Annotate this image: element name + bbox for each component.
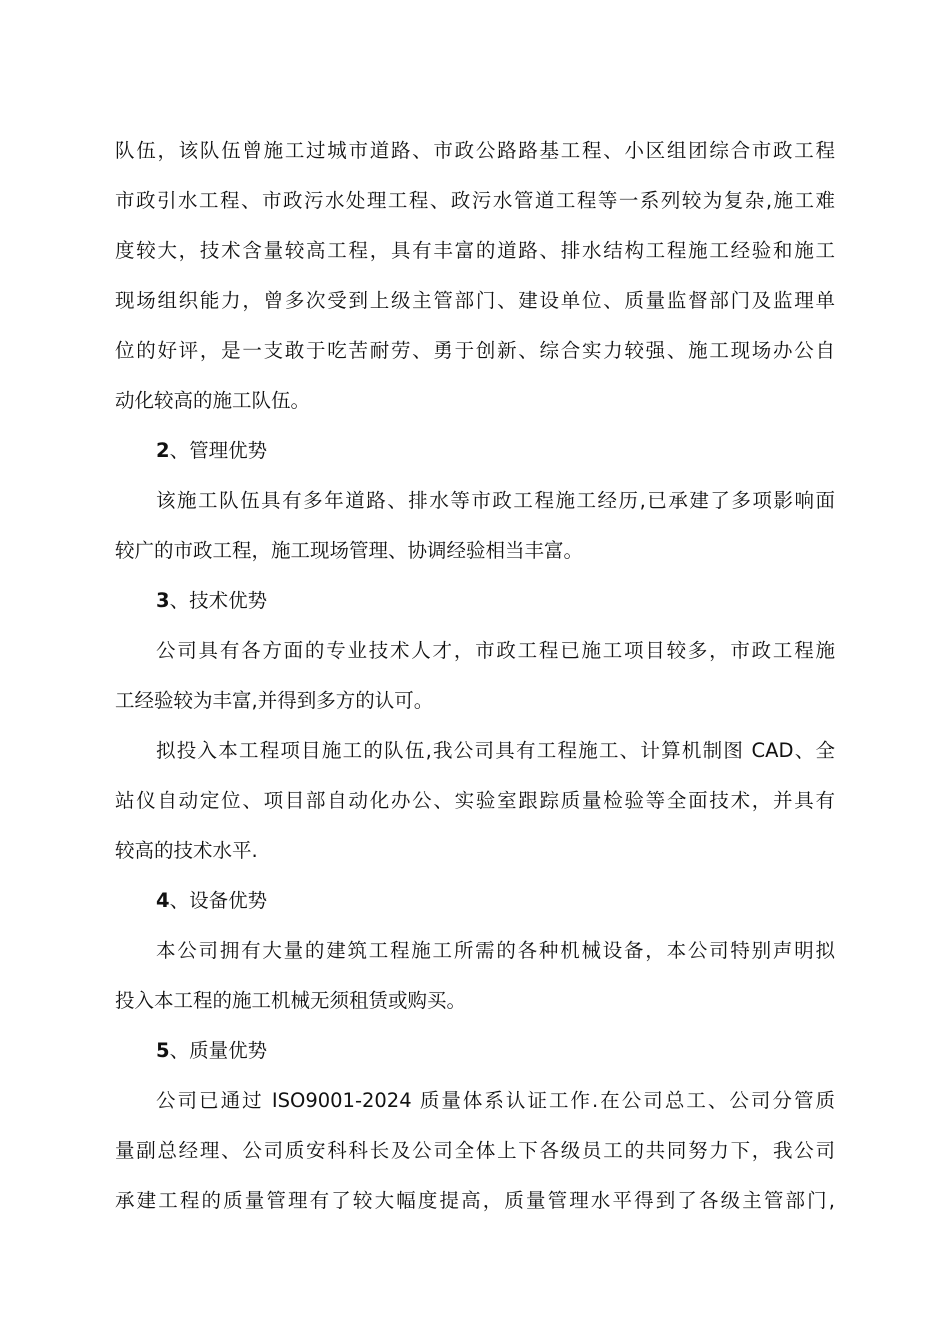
paragraph-line: 公司具有各方面的专业技术人才，市政工程已施工项目较多，市政工程施 bbox=[156, 639, 835, 662]
paragraph-line: 位的好评，是一支敢于吃苦耐劳、勇于创新、综合实力较强、施工现场办公自 bbox=[115, 339, 835, 362]
section-number: 5 bbox=[156, 1039, 170, 1062]
section-heading-quality bbox=[156, 1034, 456, 1068]
paragraph-line: 较高的技术水平. bbox=[115, 839, 258, 862]
section-number: 3 bbox=[156, 589, 170, 612]
paragraph-line: 拟投入本工程项目施工的队伍,我公司具有工程施工、计算机制图 CAD、全 bbox=[156, 739, 835, 762]
paragraph-line: 队伍，该队伍曾施工过城市道路、市政公路路基工程、小区组团综合市政工程 bbox=[115, 139, 835, 162]
paragraph-line: 度较大，技术含量较高工程，具有丰富的道路、排水结构工程施工经验和施工 bbox=[115, 239, 835, 262]
section-title: 、设备优势 bbox=[169, 889, 268, 912]
section-heading-management bbox=[156, 434, 456, 468]
paragraph-line: 较广的市政工程，施工现场管理、协调经验相当丰富。 bbox=[115, 539, 584, 562]
section-title: 、质量优势 bbox=[169, 1039, 268, 1062]
paragraph-line: 市政引水工程、市政污水处理工程、政污水管道工程等一系列较为复杂,施工难 bbox=[115, 189, 835, 212]
paragraph-line: 量副总经理、公司质安科科长及公司全体上下各级员工的共同努力下，我公司 bbox=[115, 1139, 835, 1162]
paragraph-line: 工经验较为丰富,并得到多方的认可。 bbox=[115, 689, 434, 712]
paragraph-line: 公司已通过 ISO9001-2024 质量体系认证工作.在公司总工、公司分管质 bbox=[156, 1089, 835, 1112]
paragraph-line: 动化较高的施工队伍。 bbox=[115, 389, 311, 412]
section-heading-technology bbox=[156, 584, 456, 618]
section-heading-equipment bbox=[156, 884, 456, 918]
section-number: 4 bbox=[156, 889, 170, 912]
paragraph-line: 投入本工程的施工机械无须租赁或购买。 bbox=[115, 989, 467, 1012]
paragraph-line: 该施工队伍具有多年道路、排水等市政工程施工经历,已承建了多项影响面 bbox=[156, 489, 835, 512]
paragraph-line: 承建工程的质量管理有了较大幅度提高，质量管理水平得到了各级主管部门, bbox=[115, 1189, 835, 1212]
section-number: 2 bbox=[156, 439, 170, 462]
section-title: 、管理优势 bbox=[169, 439, 268, 462]
paragraph-line: 现场组织能力，曾多次受到上级主管部门、建设单位、质量监督部门及监理单 bbox=[115, 289, 835, 312]
paragraph-line: 站仪自动定位、项目部自动化办公、实验室跟踪质量检验等全面技术，并具有 bbox=[115, 789, 835, 812]
paragraph-line: 本公司拥有大量的建筑工程施工所需的各种机械设备，本公司特别声明拟 bbox=[156, 939, 835, 962]
section-title: 、技术优势 bbox=[169, 589, 268, 612]
